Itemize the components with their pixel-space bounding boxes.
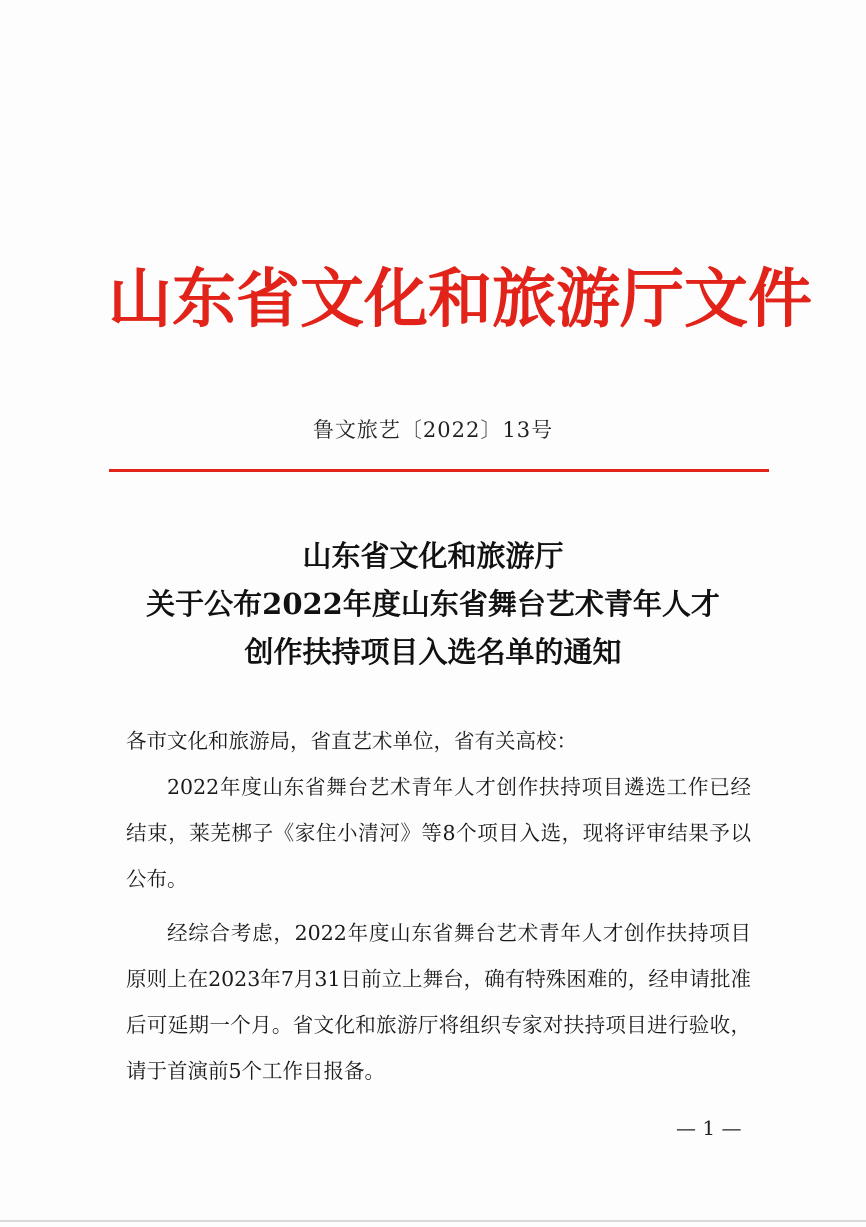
document-number: 鲁文旅艺〔2022〕13号 — [312, 418, 554, 442]
title-line-2: 关于公布2022年度山东省舞台艺术青年人才 — [146, 587, 720, 621]
page-bottom-edge — [0, 1220, 866, 1222]
title-line-1: 山东省文化和旅游厅 — [302, 539, 564, 573]
salutation: 各市文化和旅游局，省直艺术单位，省有关高校： — [126, 729, 577, 753]
document-masthead: 山东省文化和旅游厅文件 — [108, 262, 812, 337]
body-paragraph-1: 2022年度山东省舞台艺术青年人才创作扶持项目遴选工作已经结束，莱芜梆子《家住小清河》等8个项目入选，现将评审结果予以公布。 — [126, 775, 751, 891]
page-number: — 1 — — [676, 1116, 742, 1140]
document-title — [108, 532, 758, 676]
document-body — [126, 718, 751, 1094]
red-divider-line — [109, 469, 769, 472]
title-line-3: 创作扶持项目入选名单的通知 — [244, 635, 622, 669]
body-paragraph-2: 经综合考虑，2022年度山东省舞台艺术青年人才创作扶持项目原则上在2023年7月31日前立上舞台，确有特殊困难的，经申请批准后可延期一个月。省文化和旅游厅将组织专家对扶持项目进行验收，请于首演前5个工作日报备。 — [126, 921, 751, 1083]
